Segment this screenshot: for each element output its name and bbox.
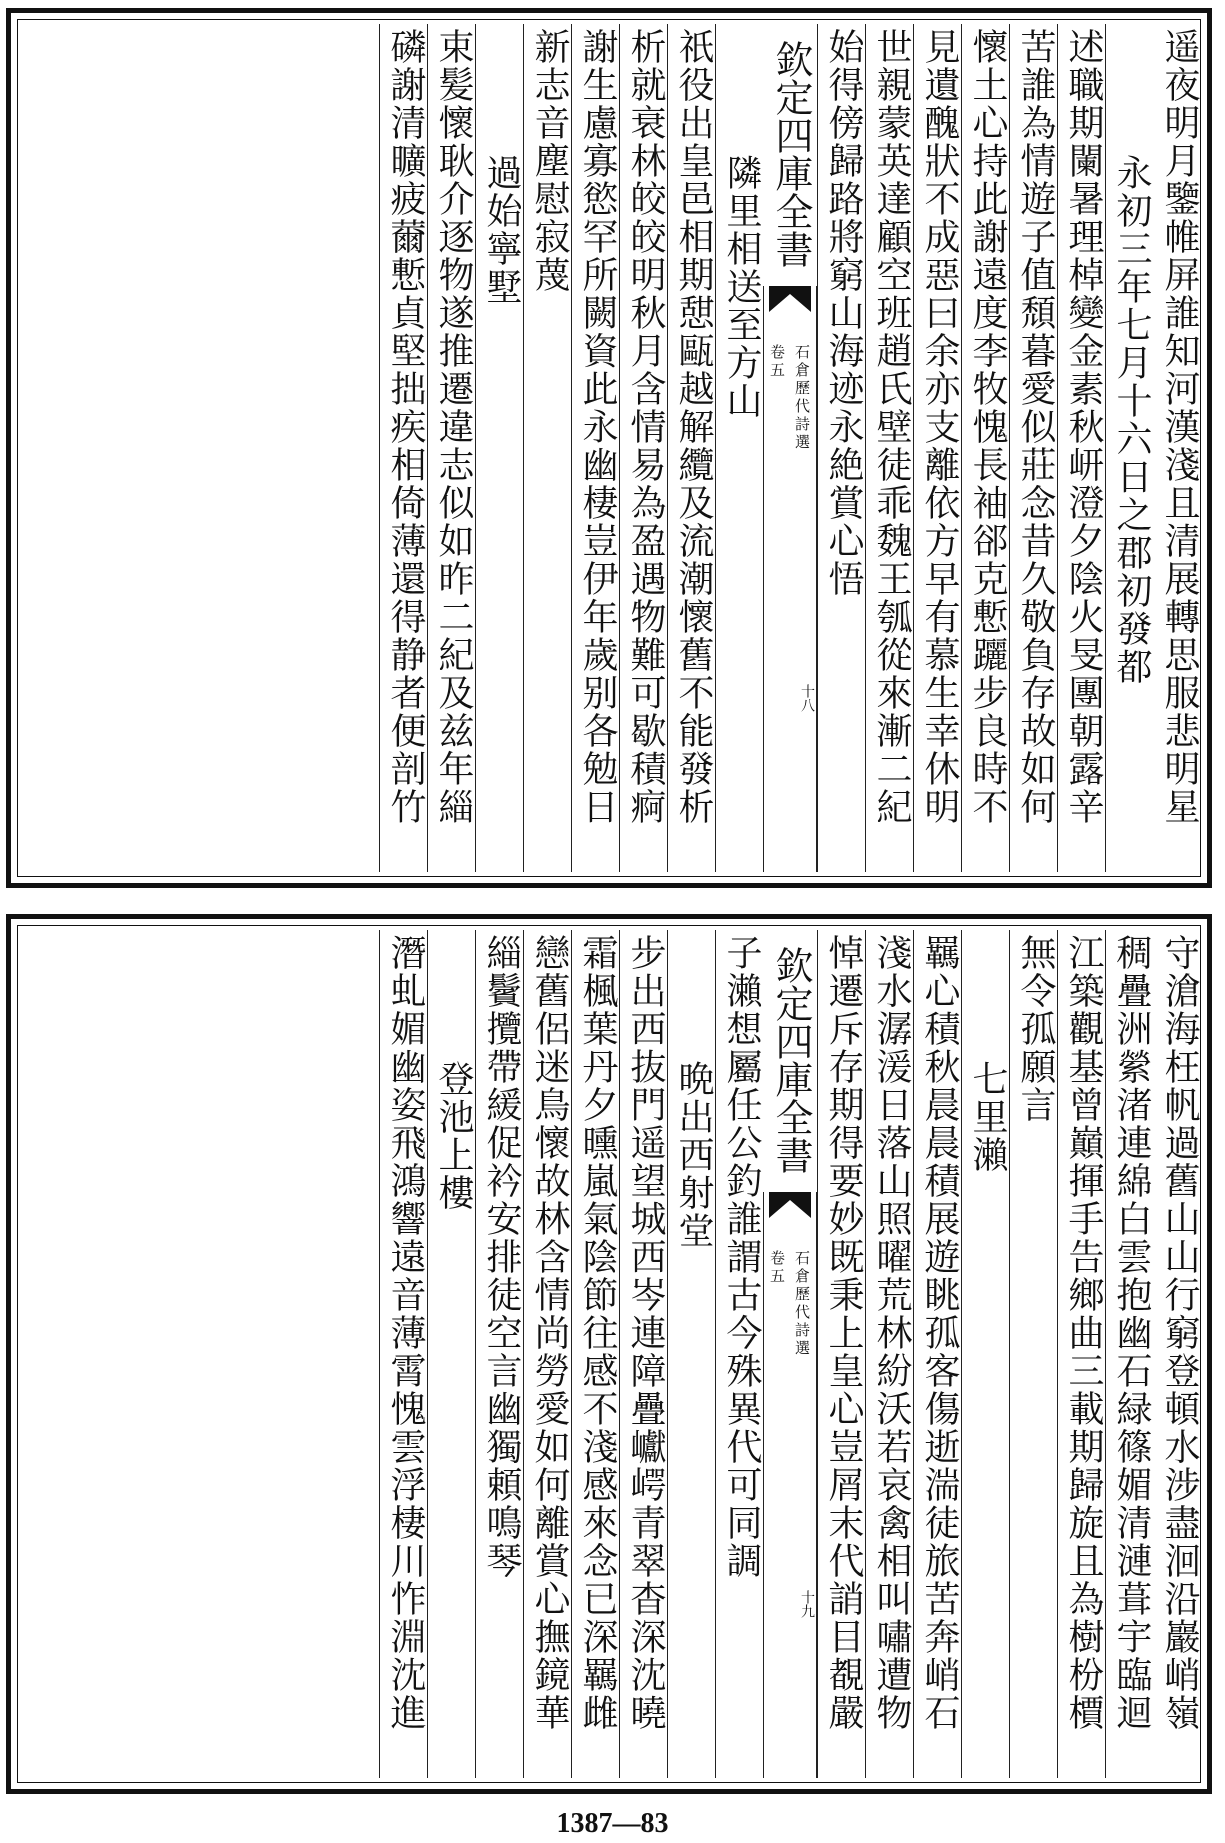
text-column [1153,930,1201,1778]
column-text: 始得傍歸路將窮山海迹永絶賞心悟 [823,28,864,598]
text-column [817,24,865,872]
text-column [571,24,619,872]
column-text: 析就衰林皎皎明秋月含情易為盈遇物難可歇積痾 [625,28,666,826]
poem-title: 永初三年七月十六日之郡初發都 [1111,154,1152,686]
lower-page [6,914,1212,1794]
text-column [379,930,427,1778]
text-column [1153,24,1201,872]
poem-title: 隣里相送至方山 [721,154,762,420]
book-title: 欽定四庫全書 [769,946,813,1174]
text-column [961,24,1009,872]
text-column [1057,930,1105,1778]
leaf-number: 十八 [799,684,815,712]
column-text: 祇役出皇邑相期憇甌越解纜及流潮懷舊不能發析 [673,28,714,826]
poem-title-column [1105,24,1153,872]
upper-page [6,8,1212,888]
text-column [1105,930,1153,1778]
poem-title: 登池上樓 [433,1060,474,1212]
column-text: 守滄海枉帆過舊山山行窮登頓水涉盡洄沿巖峭嶺 [1159,934,1200,1732]
column-text: 束髪懷耿介逐物遂推遷違志似如昨二紀及兹年緇 [433,28,474,826]
text-column [913,930,961,1778]
volume-label: 卷五 [768,1250,786,1286]
poem-title: 過始寧墅 [481,154,522,306]
column-text: 世親蒙英達顧空班趙氏壁徒乖魏王瓠從來漸二紀 [871,28,912,826]
fold-rule [816,286,817,872]
fold-rule [816,1192,817,1778]
column-text: 悼遷斥存期得要妙既秉上皇心豈屑末代誚目覩嚴 [823,934,864,1732]
volume-label: 卷五 [768,344,786,380]
column-text: 無令孤願言 [1015,934,1056,1124]
column-text: 羈心積秋晨晨積展遊眺孤客傷逝湍徒旅苦奔峭石 [919,934,960,1732]
column-text: 潛虬媚幽姿飛鴻響遠音薄霄愧雲浮棲川怍淵沈進 [385,934,426,1732]
text-column [619,24,667,872]
column-text: 霜楓葉丹夕曛嵐氣陰節往感不淺感來念已深羈雌 [577,934,618,1732]
book-title: 欽定四庫全書 [769,40,813,268]
column-text: 苦誰為情遊子值頹暮愛似莊念昔久敬負存故如何 [1015,28,1056,826]
column-text: 遥夜明月鑒帷屏誰知河漢淺且清展轉思服悲明星 [1159,28,1200,826]
book-subtitle: 石倉歷代詩選 [793,1250,811,1358]
column-text: 淺水潺湲日落山照曜荒林紛沃若哀禽相叫嘯遭物 [871,934,912,1732]
column-text: 磷謝清曠疲薾慙貞堅拙疾相倚薄還得静者便剖竹 [385,28,426,826]
text-column [865,24,913,872]
column-text: 緇鬢攬帶緩促衿安排徒空言幽獨頼鳴琴 [481,934,522,1580]
text-column [571,930,619,1778]
poem-title-column [475,24,523,872]
column-text: 步出西抜門遥望城西岑連障疊巘崿青翠杳深沈曉 [625,934,666,1732]
poem-title-column [961,930,1009,1778]
poem-title-column [715,24,763,872]
poem-title: 七里瀨 [967,1060,1008,1174]
column-text: 江築觀基曾巔揮手告鄉曲三載期歸旋且為樹枌檟 [1063,934,1104,1732]
text-column [523,930,571,1778]
text-column [1057,24,1105,872]
column-text: 懷土心持此謝遠度李牧愧長袖郤克慙躧步良時不 [967,28,1008,826]
column-text: 子瀨想屬任公釣誰謂古今殊異代可同調 [721,934,762,1580]
page-footer-number: 1387—83 [556,1808,669,1839]
text-column [475,930,523,1778]
leaf-number: 十九 [799,1590,815,1618]
fold-rule [763,286,764,872]
text-column [523,24,571,872]
column-text: 新志音塵慰寂蔑 [529,28,570,294]
column-text: 稠疊洲縈渚連綿白雲抱幽石緑篠媚清漣葺宇臨迴 [1111,934,1152,1732]
poem-title-column [667,930,715,1778]
text-column [379,24,427,872]
text-column [715,930,763,1778]
text-column [1009,24,1057,872]
poem-title: 晩出西射堂 [673,1060,714,1250]
column-text: 述職期闌暑理棹變金素秋岍澄夕陰火旻團朝露辛 [1063,28,1104,826]
fish-tail-mark [769,286,811,312]
fish-tail-mark [769,1192,811,1218]
book-subtitle: 石倉歷代詩選 [793,344,811,452]
text-column [865,930,913,1778]
center-fold [763,24,817,872]
poem-title-column [427,930,475,1778]
column-text: 謝生慮寡慾罕所闕資此永幽棲豈伊年歲别各勉日 [577,28,618,826]
text-column [667,24,715,872]
text-column [619,930,667,1778]
text-column [817,930,865,1778]
text-column [913,24,961,872]
center-fold [763,930,817,1778]
text-column [427,24,475,872]
column-text: 見遺醜狀不成惡曰余亦支離依方早有慕生幸休明 [919,28,960,826]
fold-rule [763,1192,764,1778]
text-column [1009,930,1057,1778]
column-text: 戀舊侶迷鳥懷故林含情尚勞愛如何離賞心撫鏡華 [529,934,570,1732]
